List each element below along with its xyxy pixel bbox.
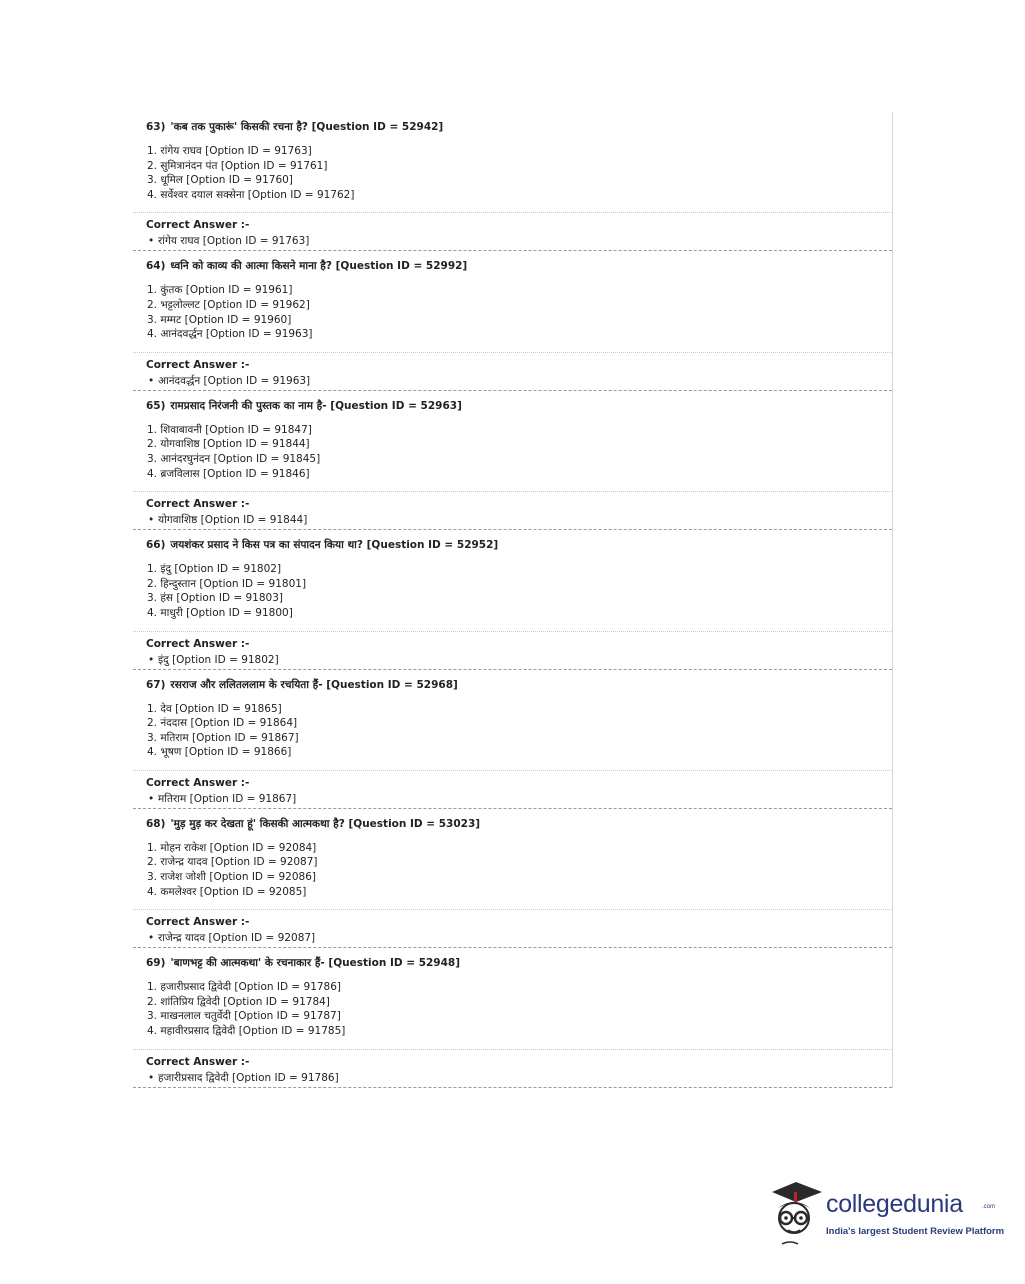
question-block [133, 670, 892, 809]
option-item: 4. कमलेश्वर [Option ID = 92085] [147, 885, 307, 898]
option-item: 4. भूषण [Option ID = 91866] [147, 746, 292, 759]
dotted-divider [133, 202, 892, 213]
question-text: रसराज और ललितललाम के रचयिता हैं- [Question ID = 52968] [170, 678, 458, 691]
correct-answer-text: रांगेय राघव [Option ID = 91763] [158, 235, 310, 248]
dotted-divider [133, 760, 892, 771]
correct-answer-text: मतिराम [Option ID = 91867] [158, 792, 297, 805]
question-text: 'कब तक पुकारूं' किसकी रचना है? [Question ID = 52942] [170, 121, 444, 133]
bullet-icon: • [148, 792, 155, 805]
correct-answer-value [146, 233, 892, 250]
option-item: 4. सर्वेश्वर दयाल सक्सेना [Option ID = 91762] [147, 188, 355, 201]
correct-answer-label: Correct Answer :- [146, 358, 250, 371]
question-block [133, 809, 892, 948]
bullet-icon: • [148, 235, 155, 248]
option-item: 4. ब्रजविलास [Option ID = 91846] [147, 467, 310, 480]
option-item: 1. रांगेय राघव [Option ID = 91763] [147, 145, 312, 157]
dotted-divider [133, 1039, 892, 1050]
option-item: 1. कुंतक [Option ID = 91961] [147, 284, 293, 297]
option-item: 2. शांतिप्रिय द्विवेदी [Option ID = 91784] [147, 995, 330, 1008]
option-item: 3. मम्मट [Option ID = 91960] [147, 313, 292, 326]
correct-answer-value [146, 512, 892, 529]
options-list [133, 281, 892, 341]
correct-answer-text: इंदु [Option ID = 91802] [158, 653, 279, 666]
correct-answer-section [133, 213, 892, 251]
option-item: 3. राजेश जोशी [Option ID = 92086] [147, 871, 316, 884]
question-text: ध्वनि को काव्य की आत्मा किसने माना है? [Question ID = 52992] [170, 260, 468, 273]
option-item: 3. माखनलाल चतुर्वेदी [Option ID = 91787] [147, 1010, 341, 1023]
dotted-divider [133, 481, 892, 492]
logo-wordmark: collegedunia [826, 1190, 963, 1218]
question-block [133, 251, 892, 390]
correct-answer-section [133, 771, 892, 809]
question-number: 63) [146, 121, 166, 133]
option-item: 2. राजेन्द्र यादव [Option ID = 92087] [147, 856, 318, 869]
option-item: 4. माधुरी [Option ID = 91800] [147, 606, 293, 619]
bullet-icon: • [148, 1071, 155, 1084]
correct-answer-value [146, 652, 892, 669]
correct-answer-value [146, 373, 892, 390]
correct-answer-section [133, 632, 892, 670]
dotted-divider [133, 342, 892, 353]
correct-answer-label: Correct Answer :- [146, 916, 250, 929]
question-heading [133, 391, 892, 421]
question-text: 'मुड़ मुड़ कर देखता हूं' किसकी आत्मकथा है? [Question ID = 53023] [170, 817, 481, 830]
correct-answer-section [133, 1050, 892, 1088]
correct-answer-text: हजारीप्रसाद द्विवेदी [Option ID = 91786] [158, 1071, 339, 1084]
correct-answer-section [133, 353, 892, 391]
correct-answer-label: Correct Answer :- [146, 776, 250, 789]
options-list [133, 560, 892, 620]
correct-answer-section [133, 492, 892, 530]
option-item: 1. इंदु [Option ID = 91802] [147, 563, 282, 576]
question-block [133, 530, 892, 669]
question-heading [133, 948, 892, 978]
question-text: जयशंकर प्रसाद ने किस पत्र का संपादन किया था? [Question ID = 52952] [170, 539, 499, 552]
question-heading [133, 809, 892, 839]
collegedunia-logo [768, 1178, 1005, 1248]
question-number: 67) [146, 678, 166, 691]
question-heading [133, 251, 892, 281]
question-text: रामप्रसाद निरंजनी की पुस्तक का नाम है- [Question ID = 52963] [170, 399, 462, 412]
logo-domain-suffix: .com [982, 1204, 996, 1210]
options-list [133, 421, 892, 481]
dotted-divider [133, 621, 892, 632]
correct-answer-text: आनंदवर्द्धन [Option ID = 91963] [158, 374, 311, 387]
question-number: 69) [146, 957, 166, 970]
option-item: 2. नंददास [Option ID = 91864] [147, 717, 298, 730]
question-number: 68) [146, 817, 166, 830]
question-number: 64) [146, 260, 166, 273]
correct-answer-label: Correct Answer :- [146, 219, 250, 232]
bullet-icon: • [148, 514, 155, 527]
question-text: 'बाणभट्ट की आत्मकथा' के रचनाकार हैं- [Question ID = 52948] [170, 957, 461, 970]
option-item: 2. हिन्दुस्तान [Option ID = 91801] [147, 577, 307, 590]
option-item: 1. शिवाबावनी [Option ID = 91847] [147, 423, 312, 436]
correct-answer-text: राजेन्द्र यादव [Option ID = 92087] [158, 932, 316, 945]
question-block [133, 391, 892, 530]
options-list [133, 142, 892, 202]
correct-answer-label: Correct Answer :- [146, 498, 250, 511]
correct-answer-value [146, 791, 892, 808]
option-item: 1. देव [Option ID = 91865] [147, 702, 282, 715]
question-number: 65) [146, 399, 166, 412]
correct-answer-label: Correct Answer :- [146, 1055, 250, 1068]
option-item: 3. हंस [Option ID = 91803] [147, 592, 283, 605]
option-item: 4. आनंदवर्द्धन [Option ID = 91963] [147, 328, 313, 341]
question-number: 66) [146, 539, 166, 552]
bullet-icon: • [148, 932, 155, 945]
option-item: 2. सुमित्रानंदन पंत [Option ID = 91761] [147, 159, 328, 172]
question-sheet [133, 112, 893, 1088]
question-block [133, 948, 892, 1087]
correct-answer-label: Correct Answer :- [146, 637, 250, 650]
option-item: 1. हजारीप्रसाद द्विवेदी [Option ID = 91786] [147, 981, 342, 994]
option-item: 2. भट्टलोल्लट [Option ID = 91962] [147, 298, 310, 311]
options-list [133, 839, 892, 899]
question-block [133, 112, 892, 251]
option-item: 4. महावीरप्रसाद द्विवेदी [Option ID = 91785] [147, 1025, 346, 1038]
logo-tagline: India's largest Student Review Platform [826, 1226, 1005, 1237]
bullet-icon: • [148, 653, 155, 666]
option-item: 3. धूमिल [Option ID = 91760] [147, 174, 293, 187]
correct-answer-value [146, 930, 892, 947]
correct-answer-section [133, 910, 892, 948]
bullet-icon: • [148, 374, 155, 387]
options-list [133, 978, 892, 1038]
dotted-divider [133, 899, 892, 910]
correct-answer-text: योगवाशिष्ठ [Option ID = 91844] [158, 514, 308, 527]
question-heading [133, 112, 892, 142]
question-heading [133, 530, 892, 560]
option-item: 3. आनंदरघुनंदन [Option ID = 91845] [147, 452, 321, 465]
correct-answer-value [146, 1070, 892, 1087]
options-list [133, 700, 892, 760]
option-item: 1. मोहन राकेश [Option ID = 92084] [147, 841, 317, 854]
question-heading [133, 670, 892, 700]
student-face-icon [768, 1178, 824, 1248]
option-item: 3. मतिराम [Option ID = 91867] [147, 731, 299, 744]
option-item: 2. योगवाशिष्ठ [Option ID = 91844] [147, 438, 310, 451]
